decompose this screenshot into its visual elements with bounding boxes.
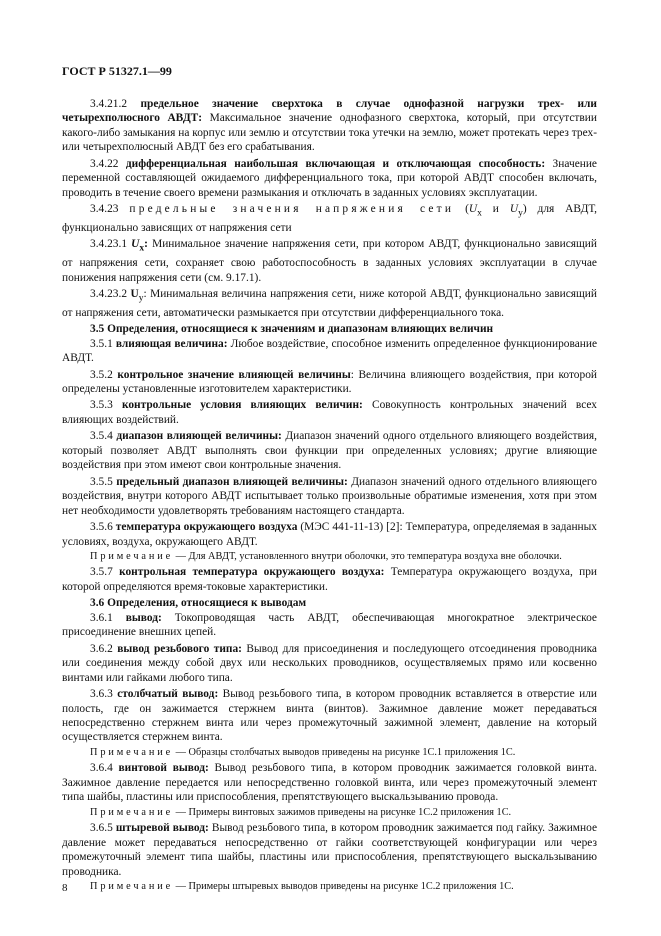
voltage-symbol: U <box>468 203 478 216</box>
clause-term: контрольное значение влияющей величины <box>117 368 351 381</box>
clause-3-5-5 <box>62 475 597 518</box>
clause-text: Совокупность контрольных значений всех влияющих воздействий. <box>62 399 597 426</box>
page-number: 8 <box>62 882 68 894</box>
clause-3-5-2 <box>62 368 597 397</box>
clause-3-6-4 <box>62 761 597 804</box>
clause-3-6-5 <box>62 821 597 879</box>
clause-number: 3.4.23 <box>90 203 119 216</box>
note <box>62 806 597 820</box>
section-heading-3-5: 3.5 Определения, относящиеся к значениям и диапазонам влияющих величин <box>90 323 494 336</box>
clause-3-4-22 <box>62 157 597 200</box>
note <box>62 746 597 760</box>
clause-number: 3.6.4 <box>90 762 113 775</box>
note-text: — Примеры штыревых выводов приведены на рисунке 1С.2 приложения 1С. <box>173 880 514 892</box>
note-label: Примечание <box>90 806 174 818</box>
clause-3-5-4 <box>62 429 597 472</box>
note <box>62 880 597 894</box>
clause-number: 3.5.5 <box>90 475 113 488</box>
clause-number: 3.5.1 <box>90 337 113 350</box>
document-body <box>62 97 597 895</box>
clause-number: 3.4.23.1 <box>90 238 128 251</box>
clause-text: : Величина влияющего воздействия, при которой определены установленные изготовителем характеристики. <box>62 368 597 395</box>
clause-3-4-23-2: 3.4.23.2 $U_y$: Минимальная величина напряжения сети, ниже которой АВДТ, функционально зависящий от напряжения сети, автоматически размыкается при отсутствии дифференциального тока. <box>62 288 597 319</box>
clause-number: 3.5.4 <box>90 430 113 443</box>
clause-3-4-21-2 <box>62 97 597 155</box>
clause-number: 3.6.5 <box>90 822 113 835</box>
clause-3-5-7 <box>62 565 597 594</box>
clause-text: Значение переменной составляющей ожидаемого дифференциального тока, при которой АВДТ способен включать, проводить в течение своего времени размыкания и отключать в заданных условиях эксплуатации. <box>62 157 597 199</box>
clause-term: температура окружающего воздуха <box>115 521 298 534</box>
note-label: Примечание <box>90 746 174 758</box>
clause-term: столбчатый вывод: <box>117 688 219 701</box>
clause-number: 3.4.21.2 <box>90 98 128 110</box>
clause-3-5-1 <box>62 337 597 366</box>
clause-text: Вывод резьбового типа, в котором проводник зажимается головкой винта. Зажимное давление передается или непосредственно головкой винта, или через промежуточный элемент типа шайбы, пластины или приспособления, препятствующего выскальзыванию провода. <box>62 762 597 804</box>
clause-text: Любое воздействие, способное изменить определенное функционирование АВДТ. <box>62 337 598 365</box>
clause-3-6-3 <box>62 687 597 745</box>
clause-number: 3.5.3 <box>90 399 113 412</box>
voltage-symbol: U <box>509 203 519 216</box>
clause-term: вывод: <box>125 611 162 624</box>
clause-text: Диапазон значений одного отдельного влияющего воздействия, который позволяет АВДТ выполнять свои функции при определенных условиях; другие влияющие воздействия при этом имеют свои контрольные значения. <box>62 430 598 472</box>
clause-term: контрольные условия влияющих величин: <box>121 399 363 412</box>
clause-number: 3.5.6 <box>90 521 113 534</box>
clause-3-4-23-1: 3.4.23.1 $U_x$: Минимальное значение напряжения сети, при котором АВДТ, функционально зависящий от напряжения сети, сохраняет свою работоспособность в заданных условиях эксплуатации в случае понижения напряжения сети (см. 9.17.1). <box>62 238 597 284</box>
standard-header: ГОСТ Р 51327.1—99 <box>62 64 172 78</box>
clause-term: вывод резьбового типа: <box>117 642 242 655</box>
clause-number: 3.4.23.2 <box>90 288 128 300</box>
clause-term: винтовой вывод: <box>118 762 209 775</box>
clause-term-spaced: предельные значения напряжения сети <box>129 203 455 216</box>
clause-term: штыревой вывод: <box>115 822 209 835</box>
clause-number: 3.6.1 <box>90 611 113 624</box>
clause-text: Минимальное значение напряжения сети, при котором АВДТ, функционально зависящий от напряжения сети, сохраняет свою работоспособность в заданных условиях эксплуатации в случае понижения напряжения сети (см. 9.17.1). <box>62 238 597 284</box>
clause-text: Вывод для присоединения и последующего отсоединения проводника или соединения между собой двух или нескольких проводников, осуществляемых прямо или косвенно винтами или гайками любого типа. <box>62 642 597 684</box>
clause-number: 3.6.2 <box>90 642 113 655</box>
clause-number: 3.5.7 <box>90 566 113 579</box>
clause-term: предельное значение сверхтока в случае однофазной нагрузки трех- или четырехполюсного АВДТ: <box>62 98 597 125</box>
clause-text: Минимальная величина напряжения сети, ниже которой АВДТ, функционально зависящий от напряжения сети, автоматически размыкается при отсутствии дифференциального тока. <box>62 288 597 319</box>
clause-term: предельный диапазон влияющей величины: <box>116 475 348 488</box>
clause-text: Вывод резьбового типа, в котором проводник вставляется в отверстие или полость, где он зажимается стержнем винта (винтов). Зажимное давление может передаваться непосредственно стержнем винта или через промежуточный зажимной элемент, давление на который осуществляется стержнем винта. <box>62 688 597 744</box>
note-label: Примечание <box>90 550 174 562</box>
clause-3-5-6 <box>62 520 597 549</box>
clause-text: (МЭС 441-11-13) [2]: Температура, определяемая в заданных условиях, воздуха, окружающего АВДТ. <box>62 521 597 548</box>
note-label: Примечание <box>90 880 174 892</box>
clause-text: Температура окружающего воздуха, при которой определяются время-токовые характеристики. <box>62 566 597 593</box>
voltage-symbol: U <box>130 288 139 300</box>
clause-term: контрольная температура окружающего воздуха: <box>119 566 385 579</box>
clause-number: 3.5.2 <box>90 368 113 381</box>
clause-text: Максимальное значение однофазного сверхтока, который, при отсутствии какого-либо замыкания на корпус или землю и отсутствии тока утечки на землю, может протекать через трех- или четырехполюсный АВДТ без его срабатывания. <box>62 112 597 154</box>
clause-term: влияющая величина: <box>115 337 228 350</box>
clause-3-6-1 <box>62 611 597 640</box>
clause-text: Вывод резьбового типа, в котором проводник зажимается под гайку. Зажимное давление может передаваться непосредственно от гайки соответствующей конфигурации или через промежуточный элемент типа шайбы, пластины или приспособления, препятствующего выскальзыванию проводника. <box>62 822 597 878</box>
note-text: — Образцы столбчатых выводов приведены на рисунке 1С.1 приложения 1С. <box>173 746 516 758</box>
clause-3-4-23: 3.4.23 предельные значения напряжения сети ($U_x$ и $U_y$) для АВДТ, функционально зависящих от напряжения сети <box>62 203 598 234</box>
clause-term: диапазон влияющей величины: <box>116 430 282 443</box>
clause-3-6-2 <box>62 642 597 685</box>
note-text: — Для АВДТ, установленного внутри оболочки, это температура воздуха вне оболочки. <box>173 550 562 562</box>
note-text: — Примеры винтовых зажимов приведены на рисунке 1С.2 приложения 1С. <box>173 806 512 818</box>
section-heading-3-6: 3.6 Определения, относящиеся к выводам <box>90 597 307 610</box>
clause-text: ) для АВДТ, функционально зависящих от напряжения сети <box>62 203 598 234</box>
note <box>62 550 597 564</box>
clause-number: 3.6.3 <box>90 688 113 701</box>
clause-text: Токопроводящая часть АВДТ, обеспечивающая многократное электрическое присоединение внешних цепей. <box>62 611 597 639</box>
clause-3-5-3 <box>62 398 597 427</box>
voltage-symbol: U <box>131 238 140 251</box>
clause-number: 3.4.22 <box>90 157 119 170</box>
clause-text: Диапазон значений одного отдельного влияющего воздействия, внутри которого АВДТ испытывает только произвольные обратимые изменения, хотя при этом нет необходимости удовлетворять требованиям настоящего стандарта. <box>62 475 597 517</box>
clause-term: дифференциальная наибольшая включающая и отключающая способность: <box>125 157 546 170</box>
